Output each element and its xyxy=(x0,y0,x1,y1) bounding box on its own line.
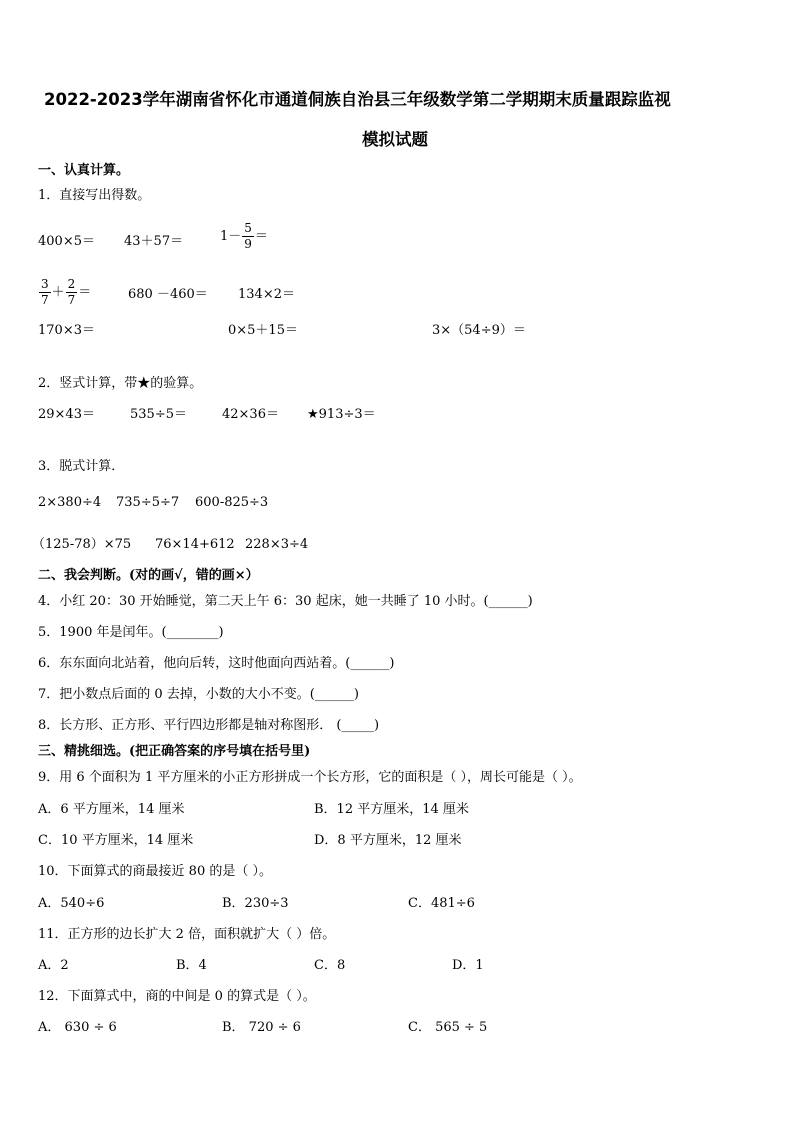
q9-stem: 9．用 6 个面积为 1 平方厘米的小正方形拼成一个长方形，它的面积是（ ），周长可能是（ ）。 xyxy=(38,770,582,785)
q2-item-2: 535÷5＝ xyxy=(130,407,187,422)
q3-item-6: 228×3÷4 xyxy=(245,537,309,552)
section2-heading: 二、我会判断。(对的画√，错的画×） xyxy=(38,568,259,583)
q12-stem: 12．下面算式中，商的中间是 0 的算式是（ ）。 xyxy=(38,989,316,1004)
q11-option-c: C．8 xyxy=(314,958,346,973)
section3-heading: 三、精挑细选。(把正确答案的序号填在括号里) xyxy=(38,744,311,759)
q2-item-3: 42×36＝ xyxy=(222,407,279,422)
q2-label: 2．竖式计算，带★的验算。 xyxy=(38,376,203,391)
q11-option-d: D．1 xyxy=(452,958,484,973)
q12-option-a: A． 630 ÷ 6 xyxy=(38,1020,117,1035)
q1-label: 1．直接写出得数。 xyxy=(38,188,151,203)
q10-option-a: A．540÷6 xyxy=(38,896,105,911)
q3-item-2: 735÷5÷7 xyxy=(116,495,180,510)
q2-item-4: ★913÷3＝ xyxy=(307,407,376,422)
q1-item-8: 0×5＋15＝ xyxy=(228,323,298,338)
q11-option-b: B．4 xyxy=(176,958,207,973)
q10-option-c: C．481÷6 xyxy=(408,896,475,911)
q1-item-9: 3×（54÷9）＝ xyxy=(432,323,526,338)
q3-item-1: 2×380÷4 xyxy=(38,495,102,510)
q9-option-b: B．12 平方厘米，14 厘米 xyxy=(314,802,469,817)
q1-item-7: 170×3＝ xyxy=(38,323,95,338)
q10-option-b: B．230÷3 xyxy=(222,896,289,911)
q1-item-fraction-1: 1－ $\frac{5}{9}$ ＝ xyxy=(220,221,268,251)
exam-title-line2: 模拟试题 xyxy=(362,130,428,149)
q1-item-6: 134×2＝ xyxy=(238,287,295,302)
q9-option-c: C．10 平方厘米，14 厘米 xyxy=(38,833,194,848)
section1-heading: 一、认真计算。 xyxy=(38,163,130,178)
q9-option-a: A．6 平方厘米，14 厘米 xyxy=(38,802,185,817)
q11-stem: 11．正方形的边长扩大 2 倍，面积就扩大（ ）倍。 xyxy=(38,927,336,942)
q11-option-a: A．2 xyxy=(38,958,69,973)
judge-item-8: 8．长方形、正方形、平行四边形都是轴对称图形． (_____) xyxy=(38,718,380,733)
judge-item-4: 4．小红 20：30 开始睡觉，第二天上午 6：30 起床，她一共睡了 10 小时。(______) xyxy=(38,594,533,609)
q3-item-5: 76×14+612 xyxy=(155,537,235,552)
q1-item-5: 680 －460＝ xyxy=(128,287,208,302)
exam-title-line1: 2022-2023学年湖南省怀化市通道侗族自治县三年级数学第二学期期末质量跟踪监视 xyxy=(44,90,671,109)
q3-item-4: （125-78）×75 xyxy=(32,537,132,552)
q12-option-b: B． 720 ÷ 6 xyxy=(222,1020,301,1035)
q9-option-d: D．8 平方厘米，12 厘米 xyxy=(314,833,462,848)
judge-item-5: 5．1900 年是闰年。(________) xyxy=(38,625,224,640)
judge-item-7: 7．把小数点后面的 0 去掉，小数的大小不变。(______) xyxy=(38,687,359,702)
q12-option-c: C． 565 ÷ 5 xyxy=(408,1020,488,1035)
judge-item-6: 6．东东面向北站着，他向后转，这时他面向西站着。(______) xyxy=(38,656,395,671)
q1-item-2: 43＋57＝ xyxy=(124,234,184,249)
q3-item-3: 600-825÷3 xyxy=(195,495,269,510)
q1-item-fraction-2: $\frac{3}{7}$ ＋ $\frac{2}{7}$ ＝ xyxy=(41,277,92,307)
q2-item-1: 29×43＝ xyxy=(38,407,95,422)
q3-label: 3．脱式计算． xyxy=(38,459,125,474)
q10-stem: 10．下面算式的商最接近 80 的是（ ）。 xyxy=(38,864,272,879)
q1-item-1: 400×5＝ xyxy=(38,234,95,249)
